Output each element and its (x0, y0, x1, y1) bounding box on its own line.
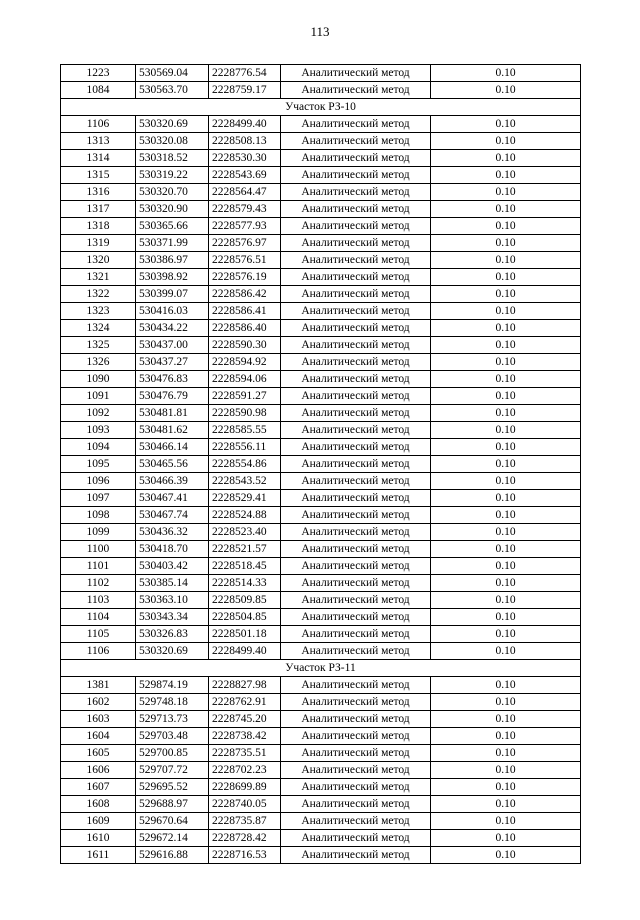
precision-cell: 0.10 (431, 184, 581, 201)
method-cell: Аналитический метод (281, 796, 431, 813)
y-coordinate-cell: 2228590.30 (209, 337, 281, 354)
method-cell: Аналитический метод (281, 388, 431, 405)
method-cell: Аналитический метод (281, 252, 431, 269)
method-cell: Аналитический метод (281, 116, 431, 133)
table-row (61, 303, 581, 320)
point-number-cell: 1104 (61, 609, 136, 626)
method-cell: Аналитический метод (281, 201, 431, 218)
table-row (61, 592, 581, 609)
y-coordinate-cell: 2228529.41 (209, 490, 281, 507)
point-number-cell: 1091 (61, 388, 136, 405)
y-coordinate-cell: 2228594.06 (209, 371, 281, 388)
precision-cell: 0.10 (431, 235, 581, 252)
y-coordinate-cell: 2228576.51 (209, 252, 281, 269)
method-cell: Аналитический метод (281, 184, 431, 201)
precision-cell: 0.10 (431, 507, 581, 524)
method-cell: Аналитический метод (281, 558, 431, 575)
precision-cell: 0.10 (431, 473, 581, 490)
precision-cell: 0.10 (431, 456, 581, 473)
table-row (61, 133, 581, 150)
table-row (61, 745, 581, 762)
x-coordinate-cell: 530365.66 (136, 218, 209, 235)
method-cell: Аналитический метод (281, 728, 431, 745)
x-coordinate-cell: 530418.70 (136, 541, 209, 558)
method-cell: Аналитический метод (281, 439, 431, 456)
y-coordinate-cell: 2228543.69 (209, 167, 281, 184)
point-number-cell: 1609 (61, 813, 136, 830)
table-row (61, 286, 581, 303)
y-coordinate-cell: 2228521.57 (209, 541, 281, 558)
method-cell: Аналитический метод (281, 524, 431, 541)
precision-cell: 0.10 (431, 405, 581, 422)
point-number-cell: 1097 (61, 490, 136, 507)
method-cell: Аналитический метод (281, 643, 431, 660)
point-number-cell: 1103 (61, 592, 136, 609)
y-coordinate-cell: 2228576.97 (209, 235, 281, 252)
table-row (61, 150, 581, 167)
y-coordinate-cell: 2228556.11 (209, 439, 281, 456)
point-number-cell: 1320 (61, 252, 136, 269)
x-coordinate-cell: 529713.73 (136, 711, 209, 728)
y-coordinate-cell: 2228554.86 (209, 456, 281, 473)
y-coordinate-cell: 2228577.93 (209, 218, 281, 235)
method-cell: Аналитический метод (281, 541, 431, 558)
table-row (61, 388, 581, 405)
x-coordinate-cell: 530403.42 (136, 558, 209, 575)
precision-cell: 0.10 (431, 65, 581, 82)
y-coordinate-cell: 2228591.27 (209, 388, 281, 405)
x-coordinate-cell: 530363.10 (136, 592, 209, 609)
point-number-cell: 1084 (61, 82, 136, 99)
y-coordinate-cell: 2228579.43 (209, 201, 281, 218)
x-coordinate-cell: 530467.41 (136, 490, 209, 507)
x-coordinate-cell: 530320.08 (136, 133, 209, 150)
method-cell: Аналитический метод (281, 269, 431, 286)
method-cell: Аналитический метод (281, 320, 431, 337)
precision-cell: 0.10 (431, 354, 581, 371)
method-cell: Аналитический метод (281, 65, 431, 82)
y-coordinate-cell: 2228501.18 (209, 626, 281, 643)
point-number-cell: 1093 (61, 422, 136, 439)
point-number-cell: 1099 (61, 524, 136, 541)
point-number-cell: 1223 (61, 65, 136, 82)
y-coordinate-cell: 2228576.19 (209, 269, 281, 286)
point-number-cell: 1322 (61, 286, 136, 303)
method-cell: Аналитический метод (281, 609, 431, 626)
precision-cell: 0.10 (431, 82, 581, 99)
table-row (61, 252, 581, 269)
x-coordinate-cell: 530320.90 (136, 201, 209, 218)
y-coordinate-cell: 2228543.52 (209, 473, 281, 490)
point-number-cell: 1095 (61, 456, 136, 473)
coordinates-table-body (61, 65, 581, 864)
table-row (61, 813, 581, 830)
method-cell: Аналитический метод (281, 82, 431, 99)
table-row (61, 235, 581, 252)
point-number-cell: 1102 (61, 575, 136, 592)
y-coordinate-cell: 2228735.87 (209, 813, 281, 830)
table-row (61, 354, 581, 371)
precision-cell: 0.10 (431, 677, 581, 694)
x-coordinate-cell: 530481.62 (136, 422, 209, 439)
precision-cell: 0.10 (431, 830, 581, 847)
section-title: Участок РЗ-11 (61, 660, 581, 677)
x-coordinate-cell: 530434.22 (136, 320, 209, 337)
section-header-row (61, 99, 581, 116)
x-coordinate-cell: 530569.04 (136, 65, 209, 82)
table-row (61, 337, 581, 354)
precision-cell: 0.10 (431, 371, 581, 388)
y-coordinate-cell: 2228564.47 (209, 184, 281, 201)
y-coordinate-cell: 2228590.98 (209, 405, 281, 422)
x-coordinate-cell: 530319.22 (136, 167, 209, 184)
precision-cell: 0.10 (431, 796, 581, 813)
method-cell: Аналитический метод (281, 711, 431, 728)
point-number-cell: 1321 (61, 269, 136, 286)
table-row (61, 473, 581, 490)
x-coordinate-cell: 530476.83 (136, 371, 209, 388)
x-coordinate-cell: 530465.56 (136, 456, 209, 473)
y-coordinate-cell: 2228524.88 (209, 507, 281, 524)
method-cell: Аналитический метод (281, 592, 431, 609)
point-number-cell: 1323 (61, 303, 136, 320)
page-number: 113 (310, 24, 330, 39)
method-cell: Аналитический метод (281, 813, 431, 830)
precision-cell: 0.10 (431, 745, 581, 762)
point-number-cell: 1096 (61, 473, 136, 490)
y-coordinate-cell: 2228530.30 (209, 150, 281, 167)
table-row (61, 269, 581, 286)
x-coordinate-cell: 530476.79 (136, 388, 209, 405)
table-row (61, 541, 581, 558)
precision-cell: 0.10 (431, 813, 581, 830)
point-number-cell: 1381 (61, 677, 136, 694)
table-row (61, 847, 581, 864)
precision-cell: 0.10 (431, 643, 581, 660)
y-coordinate-cell: 2228504.85 (209, 609, 281, 626)
table-row (61, 422, 581, 439)
point-number-cell: 1090 (61, 371, 136, 388)
y-coordinate-cell: 2228499.40 (209, 643, 281, 660)
method-cell: Аналитический метод (281, 847, 431, 864)
method-cell: Аналитический метод (281, 507, 431, 524)
table-row (61, 558, 581, 575)
method-cell: Аналитический метод (281, 235, 431, 252)
precision-cell: 0.10 (431, 201, 581, 218)
precision-cell: 0.10 (431, 252, 581, 269)
table-row (61, 779, 581, 796)
table-row (61, 694, 581, 711)
precision-cell: 0.10 (431, 626, 581, 643)
x-coordinate-cell: 530385.14 (136, 575, 209, 592)
table-row (61, 167, 581, 184)
y-coordinate-cell: 2228745.20 (209, 711, 281, 728)
method-cell: Аналитический метод (281, 626, 431, 643)
x-coordinate-cell: 530320.70 (136, 184, 209, 201)
x-coordinate-cell: 530563.70 (136, 82, 209, 99)
precision-cell: 0.10 (431, 541, 581, 558)
section-header-row (61, 660, 581, 677)
precision-cell: 0.10 (431, 439, 581, 456)
y-coordinate-cell: 2228702.23 (209, 762, 281, 779)
x-coordinate-cell: 530371.99 (136, 235, 209, 252)
method-cell: Аналитический метод (281, 779, 431, 796)
table-row (61, 507, 581, 524)
y-coordinate-cell: 2228518.45 (209, 558, 281, 575)
precision-cell: 0.10 (431, 490, 581, 507)
table-row (61, 439, 581, 456)
x-coordinate-cell: 530320.69 (136, 116, 209, 133)
point-number-cell: 1608 (61, 796, 136, 813)
point-number-cell: 1602 (61, 694, 136, 711)
table-row (61, 82, 581, 99)
precision-cell: 0.10 (431, 286, 581, 303)
precision-cell: 0.10 (431, 779, 581, 796)
point-number-cell: 1325 (61, 337, 136, 354)
precision-cell: 0.10 (431, 150, 581, 167)
method-cell: Аналитический метод (281, 150, 431, 167)
point-number-cell: 1100 (61, 541, 136, 558)
table-row (61, 65, 581, 82)
point-number-cell: 1604 (61, 728, 136, 745)
precision-cell: 0.10 (431, 422, 581, 439)
y-coordinate-cell: 2228738.42 (209, 728, 281, 745)
point-number-cell: 1314 (61, 150, 136, 167)
point-number-cell: 1319 (61, 235, 136, 252)
method-cell: Аналитический метод (281, 762, 431, 779)
method-cell: Аналитический метод (281, 133, 431, 150)
precision-cell: 0.10 (431, 847, 581, 864)
precision-cell: 0.10 (431, 269, 581, 286)
precision-cell: 0.10 (431, 609, 581, 626)
y-coordinate-cell: 2228762.91 (209, 694, 281, 711)
point-number-cell: 1094 (61, 439, 136, 456)
x-coordinate-cell: 529703.48 (136, 728, 209, 745)
y-coordinate-cell: 2228740.05 (209, 796, 281, 813)
x-coordinate-cell: 530326.83 (136, 626, 209, 643)
x-coordinate-cell: 530481.81 (136, 405, 209, 422)
precision-cell: 0.10 (431, 133, 581, 150)
point-number-cell: 1606 (61, 762, 136, 779)
section-title: Участок РЗ-10 (61, 99, 581, 116)
x-coordinate-cell: 529672.14 (136, 830, 209, 847)
y-coordinate-cell: 2228523.40 (209, 524, 281, 541)
coordinates-table (60, 64, 581, 864)
table-row (61, 762, 581, 779)
x-coordinate-cell: 530466.39 (136, 473, 209, 490)
point-number-cell: 1317 (61, 201, 136, 218)
x-coordinate-cell: 530398.92 (136, 269, 209, 286)
method-cell: Аналитический метод (281, 490, 431, 507)
method-cell: Аналитический метод (281, 167, 431, 184)
point-number-cell: 1605 (61, 745, 136, 762)
table-row (61, 728, 581, 745)
method-cell: Аналитический метод (281, 354, 431, 371)
x-coordinate-cell: 530416.03 (136, 303, 209, 320)
precision-cell: 0.10 (431, 303, 581, 320)
point-number-cell: 1106 (61, 116, 136, 133)
y-coordinate-cell: 2228699.89 (209, 779, 281, 796)
x-coordinate-cell: 530437.00 (136, 337, 209, 354)
x-coordinate-cell: 529695.52 (136, 779, 209, 796)
x-coordinate-cell: 530467.74 (136, 507, 209, 524)
point-number-cell: 1316 (61, 184, 136, 201)
x-coordinate-cell: 529688.97 (136, 796, 209, 813)
precision-cell: 0.10 (431, 116, 581, 133)
precision-cell: 0.10 (431, 575, 581, 592)
table-row (61, 643, 581, 660)
precision-cell: 0.10 (431, 592, 581, 609)
method-cell: Аналитический метод (281, 286, 431, 303)
method-cell: Аналитический метод (281, 218, 431, 235)
x-coordinate-cell: 529616.88 (136, 847, 209, 864)
x-coordinate-cell: 529670.64 (136, 813, 209, 830)
y-coordinate-cell: 2228776.54 (209, 65, 281, 82)
method-cell: Аналитический метод (281, 337, 431, 354)
x-coordinate-cell: 529874.19 (136, 677, 209, 694)
table-row (61, 405, 581, 422)
method-cell: Аналитический метод (281, 405, 431, 422)
method-cell: Аналитический метод (281, 745, 431, 762)
x-coordinate-cell: 529748.18 (136, 694, 209, 711)
point-number-cell: 1105 (61, 626, 136, 643)
y-coordinate-cell: 2228586.41 (209, 303, 281, 320)
x-coordinate-cell: 530466.14 (136, 439, 209, 456)
point-number-cell: 1313 (61, 133, 136, 150)
table-row (61, 796, 581, 813)
table-row (61, 626, 581, 643)
table-row (61, 830, 581, 847)
table-row (61, 575, 581, 592)
table-row (61, 456, 581, 473)
table-row (61, 320, 581, 337)
y-coordinate-cell: 2228735.51 (209, 745, 281, 762)
x-coordinate-cell: 530386.97 (136, 252, 209, 269)
point-number-cell: 1092 (61, 405, 136, 422)
y-coordinate-cell: 2228586.40 (209, 320, 281, 337)
precision-cell: 0.10 (431, 167, 581, 184)
precision-cell: 0.10 (431, 694, 581, 711)
table-row (61, 711, 581, 728)
x-coordinate-cell: 530343.34 (136, 609, 209, 626)
precision-cell: 0.10 (431, 320, 581, 337)
y-coordinate-cell: 2228594.92 (209, 354, 281, 371)
table-row (61, 677, 581, 694)
point-number-cell: 1324 (61, 320, 136, 337)
y-coordinate-cell: 2228827.98 (209, 677, 281, 694)
y-coordinate-cell: 2228499.40 (209, 116, 281, 133)
method-cell: Аналитический метод (281, 422, 431, 439)
precision-cell: 0.10 (431, 728, 581, 745)
method-cell: Аналитический метод (281, 456, 431, 473)
y-coordinate-cell: 2228509.85 (209, 592, 281, 609)
point-number-cell: 1610 (61, 830, 136, 847)
table-row (61, 609, 581, 626)
method-cell: Аналитический метод (281, 371, 431, 388)
method-cell: Аналитический метод (281, 694, 431, 711)
table-row (61, 490, 581, 507)
point-number-cell: 1315 (61, 167, 136, 184)
x-coordinate-cell: 530320.69 (136, 643, 209, 660)
point-number-cell: 1098 (61, 507, 136, 524)
point-number-cell: 1326 (61, 354, 136, 371)
table-row (61, 201, 581, 218)
method-cell: Аналитический метод (281, 830, 431, 847)
x-coordinate-cell: 530318.52 (136, 150, 209, 167)
point-number-cell: 1318 (61, 218, 136, 235)
precision-cell: 0.10 (431, 558, 581, 575)
table-row (61, 371, 581, 388)
point-number-cell: 1101 (61, 558, 136, 575)
precision-cell: 0.10 (431, 388, 581, 405)
y-coordinate-cell: 2228716.53 (209, 847, 281, 864)
y-coordinate-cell: 2228759.17 (209, 82, 281, 99)
y-coordinate-cell: 2228508.13 (209, 133, 281, 150)
y-coordinate-cell: 2228728.42 (209, 830, 281, 847)
x-coordinate-cell: 530437.27 (136, 354, 209, 371)
point-number-cell: 1603 (61, 711, 136, 728)
x-coordinate-cell: 530436.32 (136, 524, 209, 541)
table-row (61, 218, 581, 235)
table-row (61, 524, 581, 541)
point-number-cell: 1607 (61, 779, 136, 796)
precision-cell: 0.10 (431, 337, 581, 354)
y-coordinate-cell: 2228586.42 (209, 286, 281, 303)
y-coordinate-cell: 2228585.55 (209, 422, 281, 439)
precision-cell: 0.10 (431, 762, 581, 779)
precision-cell: 0.10 (431, 711, 581, 728)
point-number-cell: 1611 (61, 847, 136, 864)
x-coordinate-cell: 530399.07 (136, 286, 209, 303)
table-row (61, 184, 581, 201)
precision-cell: 0.10 (431, 524, 581, 541)
table-row (61, 116, 581, 133)
precision-cell: 0.10 (431, 218, 581, 235)
x-coordinate-cell: 529707.72 (136, 762, 209, 779)
x-coordinate-cell: 529700.85 (136, 745, 209, 762)
y-coordinate-cell: 2228514.33 (209, 575, 281, 592)
method-cell: Аналитический метод (281, 473, 431, 490)
point-number-cell: 1106 (61, 643, 136, 660)
method-cell: Аналитический метод (281, 575, 431, 592)
method-cell: Аналитический метод (281, 677, 431, 694)
method-cell: Аналитический метод (281, 303, 431, 320)
